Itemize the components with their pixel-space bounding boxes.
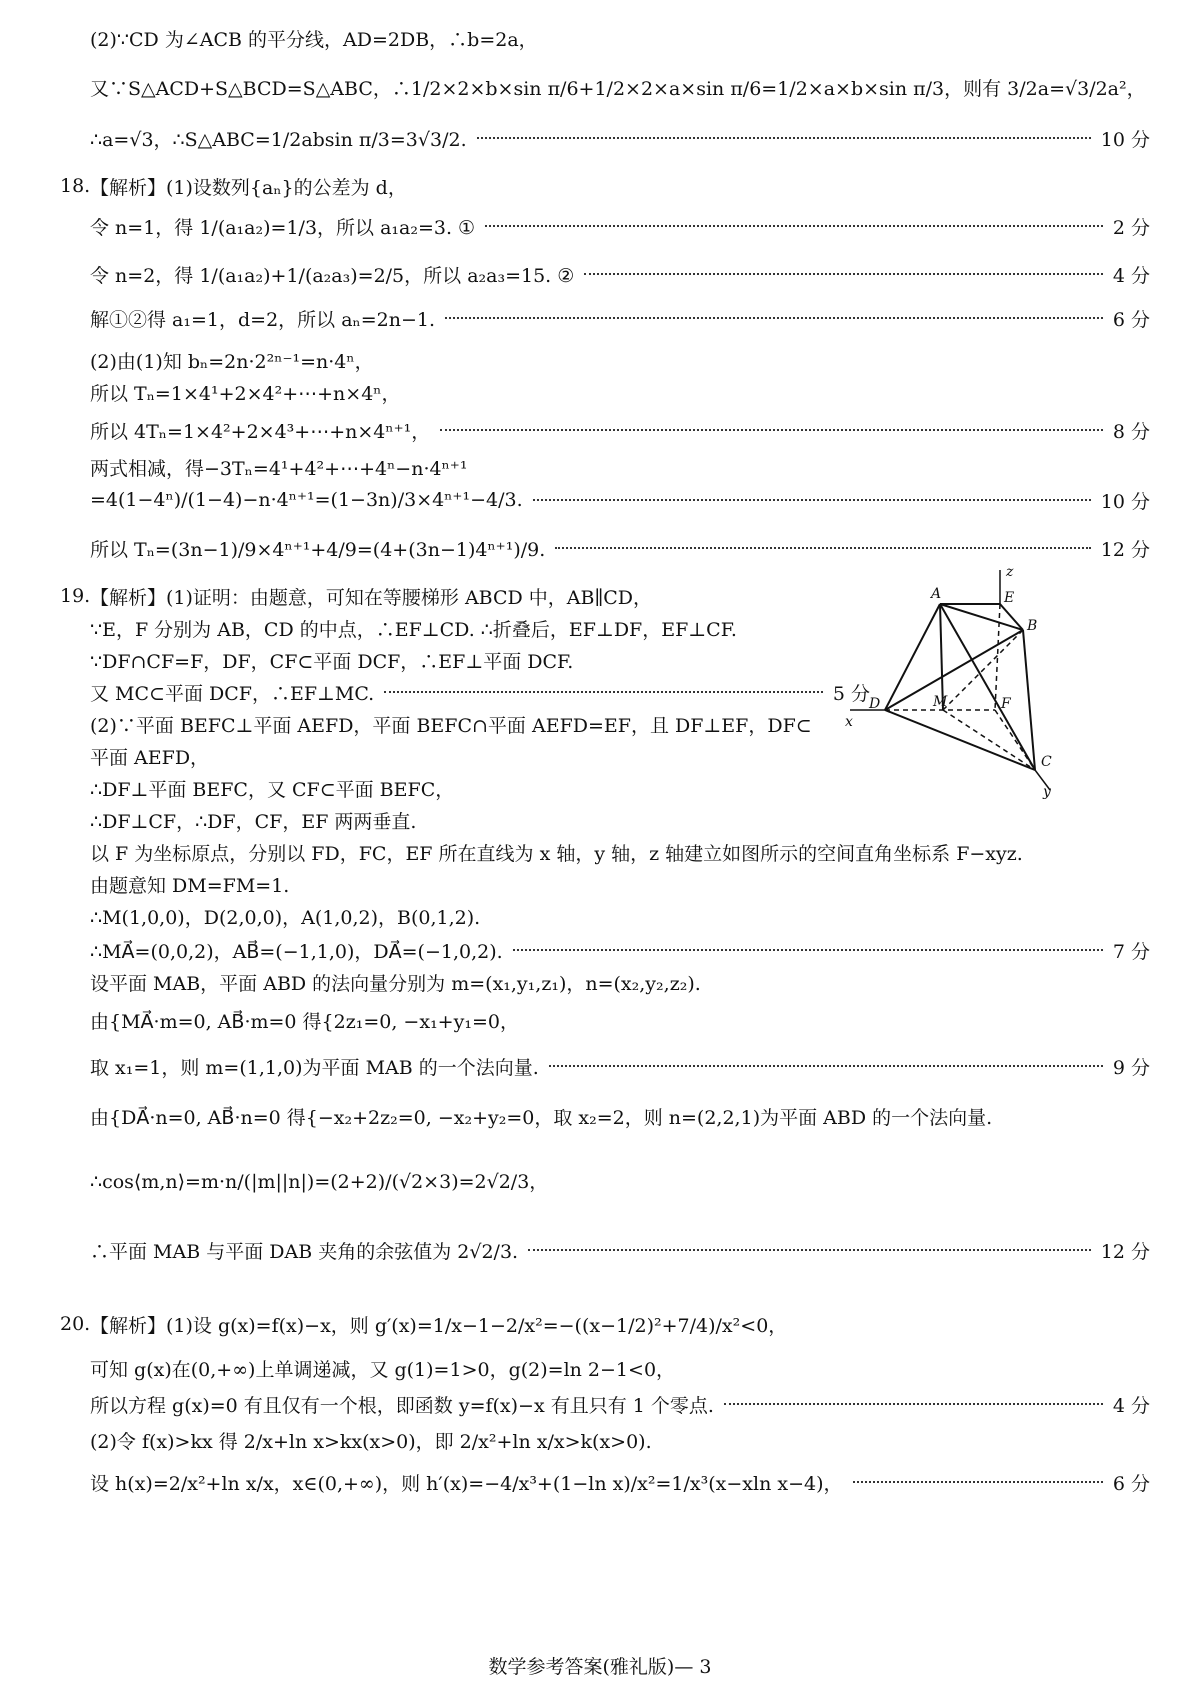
edge-DC (885, 710, 1035, 770)
label-M: M (933, 694, 948, 710)
answer-line (90, 1230, 1150, 1270)
answer-text: (2)由(1)知 bₙ=2n·2²ⁿ⁻¹=n·4ⁿ， (90, 350, 374, 373)
leader-dots (555, 547, 1091, 549)
leader-dots (528, 1249, 1091, 1251)
answer-text: 平面 AEFD， (90, 746, 210, 769)
answer-text: 设平面 MAB，平面 ABD 的法向量分别为 m=(x₁,y₁,z₁)，n=(x₂,y₂,z₂). (90, 972, 701, 995)
answer-text: ∵DF∩CF=F，DF，CF⊂平面 DCF，∴EF⊥平面 DCF. (90, 650, 574, 673)
answer-line (90, 206, 1150, 246)
answer-text: 由{DA⃗·n=0, AB⃗·n=0 得{−x₂+2z₂=0, −x₂+y₂=0，取 x₂=2，则 n=(2,2,1)为平面 ABD 的一个法向量. (90, 1106, 993, 1129)
answer-text: 所以 Tₙ=1×4¹+2×4²+⋯+n×4ⁿ， (90, 382, 401, 405)
leader-dots (485, 225, 1103, 227)
answer-text: 又 MC⊂平面 DCF，∴EF⊥MC. (90, 682, 375, 705)
label-y: y (1043, 784, 1051, 800)
answer-text: 所以 Tₙ=(3n−1)/9×4ⁿ⁺¹+4/9=(4+(3n−1)4ⁿ⁺¹)/9. (90, 538, 546, 561)
leader-dots (584, 273, 1103, 275)
score-label: 12 分 (1100, 1240, 1150, 1263)
edge-BC (1023, 630, 1035, 770)
answer-text: 两式相减，得−3Tₙ=4¹+4²+⋯+4ⁿ−n·4ⁿ⁺¹ (90, 457, 468, 480)
answer-line (90, 1096, 1150, 1136)
answer-line (90, 1348, 1150, 1388)
answer-text: 又∵S△ACD+S△BCD=S△ABC，∴1/2×2×b×sin π/6+1/2×2×a×sin π/6=1/2×a×b×sin π/3，则有 3/2a=√3/2a²， (90, 77, 1146, 100)
score-label: 10 分 (1100, 490, 1150, 513)
score-label: 8 分 (1112, 420, 1150, 443)
answer-text: 令 n=2，得 1/(a₁a₂)+1/(a₂a₃)=2/5，所以 a₂a₃=15. ② (90, 264, 575, 287)
leader-dots (445, 317, 1103, 319)
answer-text: (2)∵CD 为∠ACB 的平分线，AD=2DB，∴b=2a， (90, 28, 538, 51)
leader-dots (440, 429, 1103, 431)
label-x: x (845, 714, 853, 730)
score-label: 7 分 (1112, 940, 1150, 963)
score-label: 6 分 (1112, 1472, 1150, 1495)
score-label: 12 分 (1100, 538, 1150, 561)
question-number: 18. (60, 175, 91, 197)
answer-text: 取 x₁=1，则 m=(1,1,0)为平面 MAB 的一个法向量. (90, 1056, 539, 1079)
answer-text: ∴cos⟨m,n⟩=m·n/(|m||n|)=(2+2)/(√2×3)=2√2/3， (90, 1170, 549, 1193)
leader-dots (724, 1403, 1103, 1405)
label-B: B (1027, 618, 1038, 634)
leader-dots (477, 137, 1091, 139)
answer-line (90, 372, 1150, 412)
answer-line (90, 1000, 1150, 1040)
answer-line (60, 166, 1150, 206)
answer-line (90, 480, 1150, 520)
answer-text: ∴a=√3，∴S△ABC=1/2absin π/3=3√3/2. (90, 128, 467, 151)
score-label: 6 分 (1112, 308, 1150, 331)
score-label: 4 分 (1112, 1394, 1150, 1417)
answer-text: ∵E，F 分别为 AB，CD 的中点，∴EF⊥CD. ∴折叠后，EF⊥DF，EF⊥CF. (90, 618, 737, 641)
label-E: E (1004, 590, 1015, 606)
leader-dots (533, 499, 1091, 501)
leader-dots (853, 1481, 1103, 1483)
answer-line (90, 254, 1150, 294)
answer-text: ∴DF⊥平面 BEFC，又 CF⊂平面 BEFC， (90, 778, 455, 801)
answer-text: (2)令 f(x)>kx 得 2/x+ln x>kx(x>0)，即 2/x²+ln x/x>k(x>0). (90, 1430, 652, 1453)
answer-line (90, 1160, 1150, 1200)
answer-text: =4(1−4ⁿ)/(1−4)−n·4ⁿ⁺¹=(1−3n)/3×4ⁿ⁺¹−4/3. (90, 489, 523, 511)
score-label: 10 分 (1100, 128, 1150, 151)
answer-line (90, 962, 1150, 1002)
leader-dots (549, 1065, 1103, 1067)
leader-dots (513, 949, 1103, 951)
answer-text: 由{MA⃗·m=0, AB⃗·m=0 得{2z₁=0, −x₁+y₁=0， (90, 1010, 519, 1033)
label-C: C (1041, 754, 1052, 770)
answer-line (90, 410, 1150, 450)
answer-text: 令 n=1，得 1/(a₁a₂)=1/3，所以 a₁a₂=3. ① (90, 216, 476, 239)
answer-line (90, 1420, 1150, 1460)
answer-text: 解①②得 a₁=1，d=2，所以 aₙ=2n−1. (90, 308, 436, 331)
answer-line (90, 67, 1150, 107)
answer-line (90, 118, 1150, 158)
question-number: 19. (60, 585, 91, 607)
label-D: D (869, 696, 881, 712)
answer-text: 所以方程 g(x)=0 有且仅有一个根，即函数 y=f(x)−x 有且只有 1 个零点. (90, 1394, 714, 1417)
answer-line (90, 1462, 1150, 1502)
edge-MC (943, 710, 1035, 770)
score-label: 2 分 (1112, 216, 1150, 239)
answer-text: 设 h(x)=2/x²+ln x/x，x∈(0,+∞)，则 h′(x)=−4/x³+(1−ln x)/x²=1/x³(x−xln x−4)， (90, 1472, 843, 1495)
answer-line (90, 298, 1150, 338)
answer-text: ∴M(1,0,0)，D(2,0,0)，A(1,0,2)，B(0,1,2). (90, 906, 481, 929)
score-label: 9 分 (1112, 1056, 1150, 1079)
answer-line (60, 1304, 1150, 1344)
page-footer: 数学参考答案(雅礼版)— 3 (488, 1656, 712, 1678)
answer-text: 以 F 为坐标原点，分别以 FD，FC，EF 所在直线为 x 轴，y 轴，z 轴建立如图所示的空间直角坐标系 F−xyz. (90, 842, 1023, 865)
label-A: A (931, 586, 942, 602)
label-z: z (1006, 564, 1014, 580)
answer-line (90, 18, 1150, 58)
answer-line (90, 528, 1150, 568)
answer-text: 可知 g(x)在(0,+∞)上单调递减，又 g(1)=1>0，g(2)=ln 2−1<0， (90, 1358, 676, 1381)
answer-text: ∴DF⊥CF，∴DF，CF，EF 两两垂直. (90, 810, 417, 833)
answer-text: ∴MA⃗=(0,0,2)，AB⃗=(−1,1,0)，DA⃗=(−1,0,2). (90, 940, 503, 963)
answer-text: ∴平面 MAB 与平面 DAB 夹角的余弦值为 2√2/3. (90, 1240, 519, 1263)
score-label: 5 分 (832, 682, 870, 705)
answer-line (90, 1384, 1150, 1424)
question-number: 20. (60, 1313, 91, 1335)
answer-line (90, 1046, 1150, 1086)
answer-text: 【解析】(1)设 g(x)=f(x)−x，则 g′(x)=1/x−1−2/x²=−((x−1/2)²+7/4)/x²<0， (90, 1314, 788, 1337)
score-label: 4 分 (1112, 264, 1150, 287)
label-F: F (1001, 696, 1011, 712)
answer-text: 【解析】(1)证明：由题意，可知在等腰梯形 ABCD 中，AB∥CD， (90, 586, 653, 609)
answer-text: 由题意知 DM=FM=1. (90, 874, 290, 897)
leader-dots (384, 691, 823, 693)
answer-text: 【解析】(1)设数列{aₙ}的公差为 d， (90, 176, 407, 199)
answer-text: (2)∵平面 BEFC⊥平面 AEFD，平面 BEFC∩平面 AEFD=EF，且 DF⊥EF，DF⊂ (90, 714, 812, 737)
answer-text: 所以 4Tₙ=1×4²+2×4³+⋯+n×4ⁿ⁺¹， (90, 420, 431, 443)
